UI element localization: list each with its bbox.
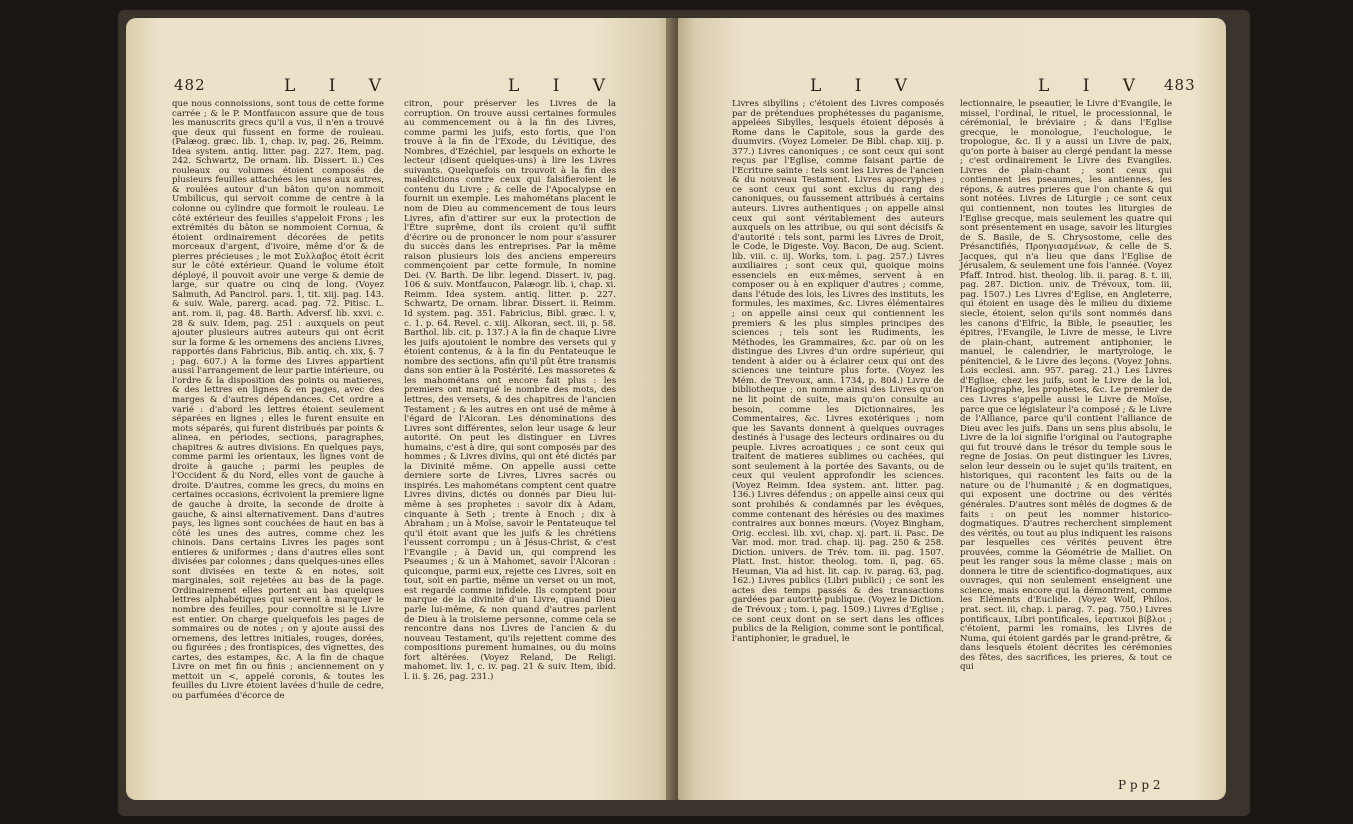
text-column-1: que nous connoissions, sont tous de cette forme carrée ; & le P. Montfaucon assure que de tous les manuscrits grecs qu'il a vus, il n'en a trouvé que deux qui fussent en forme de rouleau. (Palæog. græc. lib. 1, chap. iv, pag. 26, Reimm. Idea system. antiq. litter. pag. 227. Item, pag. 242. Schwartz, De ornam. lib. Dissert. ii.) Ces rouleaux ou volumes étoient composés de plusieurs feuilles attachées les unes aux autres, & roulées autour d'un bâton qu'on nommoit Umbilicus, qui servoit comme de centre à la colonne ou cylindre que formoit le rouleau. Le côté extérieur des feuilles s'appeloit Frons ; les extrémités du bâton se nommoient Cornua, & étoient ordinairement décorées de petits morceaux d'argent, d'ivoire, même d'or & de pierres précieuses ; le mot Συλλαβος étoit écrit sur le côté extérieur. Quand le volume étoit déployé, il pouvoit avoir une verge & demie de large, sur quatre ou cinq de long. (Voyez Salmuth, Ad Pancirol. pars. 1, tit. xiij. pag. 143. & suiv. Wale, parerg. acad. pag. 72. Pitisc. L. ant. rom. ii, pag. 48. Barth. Adversf. lib. xxvi. c. 28 & suiv. Idem, pag. 251 : auxquels on peut ajouter plusieurs autres auteurs qui ont écrit sur la forme & les ornemens des anciens Livres, rapportés dans Fabricius, Bib. antiq. ch. xix, §. 7 ; pag. 607.) A la forme des Livres appartient aussi l'arrangement de leur partie intérieure, ou l'ordre & la disposition des points ou matieres, & des lettres en lignes & en pages, avec des marges & d'autres dépendances. Cet ordre a varié : d'abord les lettres étoient seulement séparées en lignes ; elles le furent ensuite en mots séparés, qui furent distribués par points & alinea, en périodes, sections, paragraphes, chapitres & autres divisions. En quelques pays, comme parmi les orientaux, les lignes vont de droite à gauche ; parmi les peuples de l'Occident & du Nord, elles vont de gauche à droite. D'autres, comme les grecs, du moins en certaines occasions, écrivoient la premiere ligne de gauche à droite, la seconde de droite à gauche, & ainsi alternativement. Dans d'autres pays, les lignes sont couchées de haut en bas à côté les unes des autres, comme chez les chinois. Dans certains Livres les pages sont entieres & uniformes ; dans d'autres elles sont divisées par colonnes ; dans quelques-unes elles sont divisées en texte & en notes, soit marginales, soit rejetées au bas de la page. Ordinairement elles portent au bas quelques lettres alphabétiques qui servent à marquer le nombre des feuilles, pour connoître si le Livre est entier. On charge quelquefois les pages de sommaires ou de notes ; on y ajoute aussi des ornemens, des lettres initiales, rouges, dorées, ou figurées ; des frontispices, des vignettes, des cartes, des estampes, &c. A la fin de chaque Livre on met fin ou finis ; anciennement on y mettoit un <, appelé coronis, & toutes les feuilles du Livre étoient lavées d'huile de cedre, ou parfumées d'écorce de — [172, 99, 384, 701]
page-number: 483 — [1164, 76, 1196, 94]
text-column-2: citron, pour préserver les Livres de la corruption. On trouve aussi certaines formules au commencement ou à la fin des Livres, comme parmi les juifs, esto fortis, que l'on trouve à la fin de l'Exode, du Lévitique, des Nombres, d'Ezéchiel, par lesquels on exhorte le lecteur (disent quelques-uns) à lire les Livres suivants. Quelquefois on trouvoit à la fin des malédictions contre ceux qui falsifieroient le contenu du Livre ; & celle de l'Apocalypse en fournit un exemple. Les mahométans placent le nom de Dieu au commencement de tous leurs Livres, afin d'attirer sur eux la protection de l'Être suprême, dont ils croient qu'il suffit d'écrire ou de prononcer le nom pour s'assurer du succès dans les entreprises. Par la même raison plusieurs lois des anciens empereurs commençoient par cette formule, In nomine Dei. (V. Barth. De libr. legend. Dissert. iv, pag. 106 & suiv. Montfaucon, Palæogr. lib. i, chap. xi. Reimm. Idea system. antiq. litter. p. 227. Schwartz, De ornam. librar. Dissert. ii. Reimm. Id system. pag. 351. Fabricius, Bibl. græc. l. v, c. 1. p. 64. Revel. c. xiij. Alkoran, sect. iii, p. 58. Barthol. lib. cit. p. 137.) A la fin de chaque Livre les juifs ajoutoient le nombre des versets qui y étoient contenus, & à la fin du Pentateuque le nombre des sections, afin qu'il pût être transmis dans son entier à la Postérité. Les massoretes & les mahométans ont encore fait plus : les premiers ont marqué le nombre des mots, des lettres, des versets, & des chapitres de l'ancien Testament ; & les autres en ont usé de même à l'égard de l'Alcoran. Les dénominations des Livres sont différentes, selon leur usage & leur autorité. On peut les distinguer en Livres humains, c'est à dire, qui sont composés par des hommes ; & Livres divins, qui ont été dictés par la Divinité même. On appelle aussi cette derniere sorte de Livres, Livres sacrés ou inspirés. Les mahométans comptent cent quatre Livres divins, dictés ou donnés par Dieu lui-même à ses prophetes : savoir dix à Adam, cinquante à Seth ; trente à Enoch ; dix à Abraham ; un à Moïse, savoir le Pentateuque tel qu'il étoit avant que les juifs & les chrétiens l'eussent corrompu ; un à Jésus-Christ, & c'est l'Evangile ; à David un, qui comprend les Pseaumes ; & un à Mahomet, savoir l'Alcoran : quiconque, parmi eux, rejette ces Livres, soit en tout, soit en partie, même un verset ou un mot, est regardé comme infidele. Ils comptent pour marque de la divinité d'un Livre, quand Dieu parle lui-même, & non quand d'autres parlent de Dieu à la troisieme personne, comme cela se rencontre dans nos Livres de l'ancien & du nouveau Testament, qu'ils rejettent comme des compositions purement humaines, ou du moins fort altérées. (Voyez Reland, De Religi. mahomet. liv. 1, c. iv. pag. 21 & suiv. Item, ibid. l. ii. §. 26, pag. 231.) — [404, 99, 616, 682]
running-head: L I V — [284, 76, 396, 96]
running-head: L I V — [1038, 76, 1150, 96]
running-head: L I V — [810, 76, 922, 96]
page-number: 482 — [174, 76, 206, 94]
right-page — [678, 18, 1226, 800]
left-page — [126, 18, 674, 800]
signature-mark: P p p 2 — [1118, 778, 1161, 792]
text-column-1: Livres sibyllins ; c'étoient des Livres composés par de prétendues prophétesses du paganisme, appelées Sibylles, lesquels étoient déposés à Rome dans le Capitole, sous la garde des duumvirs. (Voyez Lomeier. De Bibl. chap. xiij. p. 377.) Livres canoniques ; ce sont ceux qui sont reçus par l'Eglise, comme faisant partie de l'Ecriture sainte : tels sont les Livres de l'ancien & du nouveau Testament. Livres apocryphes ; ce sont ceux qui sont exclus du rang des canoniques, ou faussement attribués à certains auteurs. Livres authentiques ; on appelle ainsi ceux qui sont véritablement des auteurs auxquels on les attribue, ou qui sont décisifs & d'autorité : tels sont, parmi les Livres de Droit, le Code, le Digeste. Voy. Bacon, De aug. Scient. lib. viii. c. iij. Works, tom. i. pag. 257.) Livres auxiliaires ; sont ceux qui, quoique moins essenciels en eux-mêmes, servent à en composer ou à en expliquer d'autres ; comme, dans l'étude des lois, les Livres des instituts, les formules, les maximes, &c. Livres élémentaires ; on appelle ainsi ceux qui contiennent les premiers & les plus simples principes des sciences ; tels sont les Rudiments, les Méthodes, les Grammaires, &c. par où on les distingue des Livres d'un ordre supérieur, qui tendent à aider ou à éclairer ceux qui ont des sciences une teinture plus forte. (Voyez les Mém. de Trevoux, ann. 1734, p. 804.) Livre de bibliotheque ; on nomme ainsi des Livres qu'on ne lit point de suite, mais qu'on consulte au besoin, comme les Dictionnaires, les Commentaires, &c. Livres exotériques ; nom que les Savants donnent à quelques ouvrages destinés à l'usage des lecteurs ordinaires ou du peuple. Livres acroatiques ; ce sont ceux qui traitent de matieres sublimes ou cachées, qui sont seulement à la portée des Savants, ou de ceux qui veulent approfondir les sciences. (Voyez Reimm. Idea system. ant. litter. pag. 136.) Livres défendus ; on appelle ainsi ceux qui sont prohibés & condamnés par les évêques, comme contenant des hérésies ou des maximes contraires aux bonnes mœurs. (Voyez Bingham, Orig. ecclesi. lib. xvi, chap. xj. part. ii. Pasc. De Var. mod. mor. trad. chap. iij. pag. 250 & 258. Diction. univers. de Trév. tom. iii. pag. 1507. Platt. Inst. histor. theolog. tom. ii, pag. 65. Heuman, Via ad hist. lit. cap. iv. parag. 63, pag. 162.) Livres publics (Libri publici) ; ce sont les actes des temps passés & des transactions gardées par autorité publique. (Voyez le Diction. de Trévoux ; tom. i, pag. 1509.) Livres d'Eglise ; ce sont ceux dont on se sert dans les offices publics de la Religion, comme sont le pontifical, l'antiphonier, le graduel, le — [732, 99, 944, 644]
running-head: L I V — [508, 76, 620, 96]
text-column-2: lectionnaire, le pseautier, le Livre d'Evangile, le missel, l'ordinal, le rituel, le processionnal, le cérémonial, le bréviaire ; & dans l'Eglise grecque, le monologue, l'euchologue, le tropologue, &c. Il y a aussi un Livre de paix, qu'on porte à baiser au clergé pendant la messe ; c'est ordinairement le Livre des Evangiles. Livres de plain-chant ; sont ceux qui contiennent les pseaumes, les antiennes, les répons, & autres prieres que l'on chante & qui sont notées. Livres de Liturgie ; ce sont ceux qui contiennent, non toutes les liturgies de l'Eglise grecque, mais seulement les quatre qui sont présentement en usage, savoir les liturgies de S. Basile, de S. Chrysostome, celle des Présanctifiés, Προηγιασμένων, & celle de S. Jacques, qui n'a lieu que dans l'Eglise de Jérusalem, & seulement une fois l'année. (Voyez Pfaff. Introd. hist. theolog. lib. ii. parag. 8. t. iii, pag. 287. Diction. univ. de Trévoux, tom. iii, pag. 1507.) Les Livres d'Eglise, en Angleterre, qui étoient en usage dès le milieu du dixieme siecle, étoient, selon qu'ils sont nommés dans les canons d'Elfric, la Bible, le pseautier, les épitres, l'Evangile, le Livre de messe, le Livre de plain-chant, autrement antiphonier, le manuel, le calendrier, le martyrologe, le pénitenciel, & le Livre des leçons. (Voyez Johns. Lois ecclesi. ann. 957. parag. 21.) Les Livres d'Eglise, chez les juifs, sont le Livre de la loi, l'Hagiographe, les prophetes, &c. Le premier de ces Livres s'appelle aussi le Livre de Moïse, parce que ce législateur l'a composé ; & le Livre de l'Alliance, parce qu'il contient l'alliance de Dieu avec les juifs. Dans un sens plus absolu, le Livre de la loi signifie l'original ou l'autographe qui fut trouvé dans le trésor du temple sous le regne de Josias. On peut distinguer les Livres, selon leur dessein ou le sujet qu'ils traitent, en historiques, qui racontent les faits ou de la nature ou de l'humanité ; & en dogmatiques, qui exposent une doctrine ou des vérités générales. D'autres sont mêlés de dogmes & de faits : on peut les nommer historico-dogmatiques. D'autres recherchent simplement des vérités, ou tout au plus indiquent les raisons par lesquelles ces vérités peuvent être prouvées, comme la Géométrie de Malliet. On peut les ranger sous la même classe ; mais on donnera le titre de scientifico-dogmatiques, aux ouvrages, qui non seulement enseignent une science, mais encore qui la démontrent, comme les Eléments d'Euclide. (Voyez Wolf, Philos. prat. sect. iii, chap. i. parag. 7. pag. 750.) Livres pontificaux, Libri pontificales, ἱερατικοὶ βίβλοι ; c'étoient, parmi les romains, les Livres de Numa, qui étoient gardés par le grand-prêtre, & dans lesquels étoient décrites les cérémonies des fêtes, des sacrifices, les prieres, & tout ce qui — [960, 99, 1172, 673]
